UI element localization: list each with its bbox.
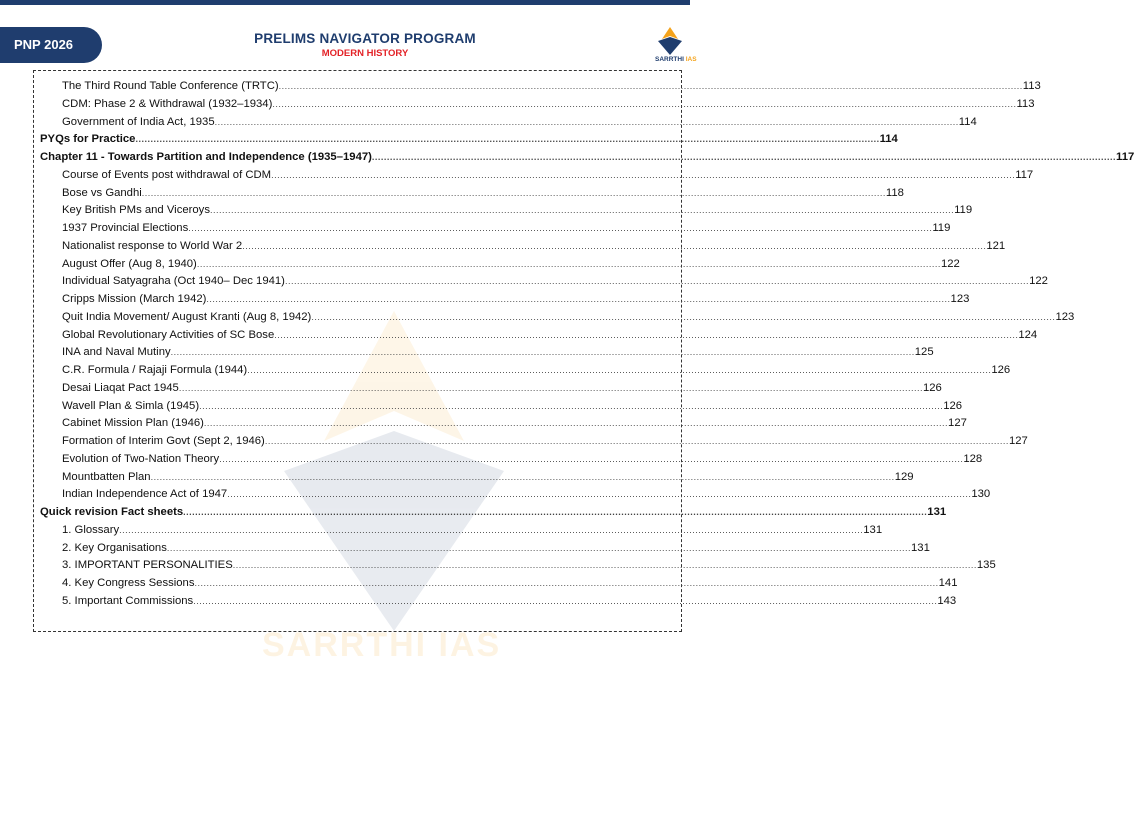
toc-entry-title: Individual Satyagraha (Oct 1940– Dec 1941) bbox=[62, 275, 285, 288]
toc-entry-title: Cripps Mission (March 1942) bbox=[62, 293, 207, 305]
dot-leader bbox=[135, 134, 879, 144]
toc-page-number: 123 bbox=[1055, 310, 1075, 323]
dot-leader bbox=[199, 401, 943, 411]
dot-leader bbox=[285, 276, 1029, 286]
dot-leader bbox=[279, 81, 1023, 91]
toc-entry-row[interactable] bbox=[34, 594, 957, 613]
dot-leader bbox=[183, 507, 927, 517]
toc-page-number: 126 bbox=[991, 364, 1011, 376]
toc-entry-row[interactable] bbox=[34, 435, 1028, 453]
toc-entry-row[interactable] bbox=[34, 257, 960, 276]
toc-entry-row[interactable] bbox=[34, 399, 963, 418]
toc-entry-title: Indian Independence Act of 1947 bbox=[62, 488, 228, 501]
toc-page-number: 124 bbox=[1018, 328, 1038, 341]
toc-entry-row[interactable] bbox=[34, 222, 951, 240]
dot-leader bbox=[272, 99, 1016, 109]
toc-page-number: 119 bbox=[954, 204, 973, 217]
toc-entry-title: 1937 Provincial Elections bbox=[62, 222, 189, 234]
toc-entry-row[interactable] bbox=[34, 168, 1034, 187]
dot-leader bbox=[204, 418, 948, 428]
toc-entry-row[interactable] bbox=[34, 381, 942, 400]
dot-leader bbox=[271, 170, 1015, 180]
toc-page-number: 118 bbox=[885, 186, 904, 199]
toc-entry-title: 5. Important Commissions bbox=[62, 594, 194, 607]
toc-entry-title: Wavell Plan & Simla (1945) bbox=[62, 399, 200, 412]
dot-leader bbox=[265, 436, 1009, 446]
toc-entry-row[interactable] bbox=[34, 346, 934, 364]
toc-entry-title: Evolution of Two-Nation Theory bbox=[62, 452, 220, 465]
toc-entry-title: Nationalist response to World War 2 bbox=[62, 239, 243, 252]
dot-leader bbox=[372, 152, 1116, 162]
toc-entry-row[interactable] bbox=[34, 204, 973, 222]
program-title: PRELIMS NAVIGATOR PROGRAM bbox=[254, 31, 476, 46]
dot-leader bbox=[210, 205, 954, 215]
toc-page-number: 114 bbox=[879, 133, 898, 146]
dot-leader bbox=[151, 472, 895, 482]
toc-page-number: 135 bbox=[976, 559, 996, 572]
toc-entry-row[interactable] bbox=[34, 80, 1041, 98]
dot-leader bbox=[167, 543, 911, 553]
toc-entry-row[interactable] bbox=[34, 328, 1038, 347]
toc-page-number: 113 bbox=[1016, 97, 1035, 110]
toc-page-number: 130 bbox=[971, 488, 991, 501]
dot-leader bbox=[247, 365, 991, 375]
toc-entry-title: Quick revision Fact sheets bbox=[40, 506, 184, 518]
dot-leader bbox=[233, 560, 977, 570]
dot-leader bbox=[142, 188, 886, 198]
toc-entry-row[interactable] bbox=[34, 364, 1011, 382]
toc-entry-row[interactable] bbox=[34, 488, 991, 506]
dot-leader bbox=[242, 241, 986, 251]
toc-entry-title: Quit India Movement/ August Kranti (Aug 8, 1942) bbox=[62, 310, 312, 323]
toc-entry-title: CDM: Phase 2 & Withdrawal (1932–1934) bbox=[62, 97, 273, 110]
toc-page-number: 113 bbox=[1022, 80, 1041, 92]
dot-leader bbox=[179, 383, 923, 393]
toc-entry-row[interactable] bbox=[34, 523, 883, 542]
toc-section-row[interactable] bbox=[34, 133, 898, 151]
toc-entry-title: Course of Events post withdrawal of CDM bbox=[62, 168, 272, 181]
toc-page-number: 123 bbox=[950, 293, 970, 305]
toc-page-number: 117 bbox=[1015, 168, 1034, 181]
toc-entry-row[interactable] bbox=[34, 559, 996, 577]
toc-page-number: 141 bbox=[938, 577, 958, 589]
toc-entry-row[interactable] bbox=[34, 577, 958, 595]
toc-entry-row[interactable] bbox=[34, 452, 983, 471]
toc-page-number: 143 bbox=[937, 594, 957, 607]
toc-entry-title: 3. IMPORTANT PERSONALITIES bbox=[62, 559, 233, 572]
toc-page-number: 131 bbox=[863, 523, 883, 536]
logo-wordmark: SARRTHI IAS bbox=[655, 56, 697, 63]
dot-leader bbox=[193, 596, 937, 606]
toc-entry-title: Government of India Act, 1935 bbox=[62, 115, 215, 128]
toc-page-number: 119 bbox=[932, 222, 951, 234]
toc-page-number: 129 bbox=[894, 470, 914, 483]
dot-leader bbox=[215, 117, 959, 127]
toc-entry-title: The Third Round Table Conference (TRTC) bbox=[62, 80, 279, 92]
toc-page-number: 121 bbox=[986, 239, 1006, 252]
program-badge: PNP 2026 bbox=[0, 27, 102, 63]
toc-page-number: 126 bbox=[943, 399, 963, 412]
toc-entry-title: Chapter 11 - Towards Partition and Independence (1935–1947) bbox=[40, 151, 372, 163]
toc-entry-title: Desai Liaqat Pact 1945 bbox=[62, 381, 179, 394]
toc-entry-title: Cabinet Mission Plan (1946) bbox=[62, 417, 204, 430]
toc-entry-title: 1. Glossary bbox=[62, 523, 120, 536]
dot-leader bbox=[227, 489, 971, 499]
toc-entry-row[interactable] bbox=[34, 275, 1048, 293]
toc-entry-title: Key British PMs and Viceroys bbox=[62, 204, 210, 217]
toc-entry-row[interactable] bbox=[34, 186, 904, 205]
toc-entry-row[interactable] bbox=[34, 310, 1075, 329]
toc-entry-row[interactable] bbox=[34, 115, 977, 134]
toc-entry-title: PYQs for Practice bbox=[40, 133, 136, 146]
toc-entry-title: August Offer (Aug 8, 1940) bbox=[62, 257, 197, 270]
toc-entry-title: Formation of Interim Govt (Sept 2, 1946) bbox=[62, 435, 265, 447]
dot-leader bbox=[219, 454, 963, 464]
toc-entry-title: Bose vs Gandhi bbox=[62, 186, 142, 199]
toc-page-number: 131 bbox=[911, 541, 930, 554]
dot-leader bbox=[188, 223, 932, 233]
watermark-text: SARRTHI IAS bbox=[262, 626, 502, 664]
dot-leader bbox=[311, 312, 1055, 322]
dot-leader bbox=[171, 347, 915, 357]
toc-entry-title: Mountbatten Plan bbox=[62, 470, 151, 483]
toc-page-number: 122 bbox=[940, 257, 960, 270]
page-header bbox=[0, 5, 697, 65]
toc-entry-row[interactable] bbox=[34, 293, 970, 311]
toc-entry-row[interactable] bbox=[34, 97, 1035, 116]
toc-page-number: 127 bbox=[1008, 435, 1028, 447]
toc-entry-title: 4. Key Congress Sessions bbox=[62, 577, 195, 589]
toc-section-row[interactable] bbox=[34, 151, 1135, 169]
toc-entry-row[interactable] bbox=[34, 541, 930, 560]
toc-page-number: 125 bbox=[914, 346, 934, 359]
toc-page-number: 128 bbox=[963, 452, 983, 465]
toc-page-number: 114 bbox=[958, 115, 977, 128]
toc-entry-title: C.R. Formula / Rajaji Formula (1944) bbox=[62, 364, 248, 376]
toc-entry-row[interactable] bbox=[34, 470, 914, 489]
table-of-contents bbox=[33, 70, 1135, 664]
dot-leader bbox=[119, 525, 863, 535]
dot-leader bbox=[197, 259, 941, 269]
toc-entry-title: 2. Key Organisations bbox=[62, 541, 167, 554]
dot-leader bbox=[274, 330, 1018, 340]
toc-section-row[interactable] bbox=[34, 506, 947, 524]
toc-entry-title: INA and Naval Mutiny bbox=[62, 346, 171, 359]
toc-entry-row[interactable] bbox=[34, 239, 1006, 258]
dot-leader bbox=[195, 578, 939, 588]
toc-page-number: 131 bbox=[927, 506, 947, 518]
dot-leader bbox=[206, 294, 950, 304]
subject-subtitle: MODERN HISTORY bbox=[321, 48, 409, 59]
toc-entry-title: Global Revolutionary Activities of SC Bose bbox=[62, 328, 275, 341]
toc-page-number: 122 bbox=[1029, 275, 1048, 288]
toc-page-number: 126 bbox=[922, 381, 942, 394]
toc-page-number: 117 bbox=[1116, 151, 1135, 163]
toc-page-number: 127 bbox=[948, 417, 967, 430]
toc-entry-row[interactable] bbox=[34, 417, 967, 435]
